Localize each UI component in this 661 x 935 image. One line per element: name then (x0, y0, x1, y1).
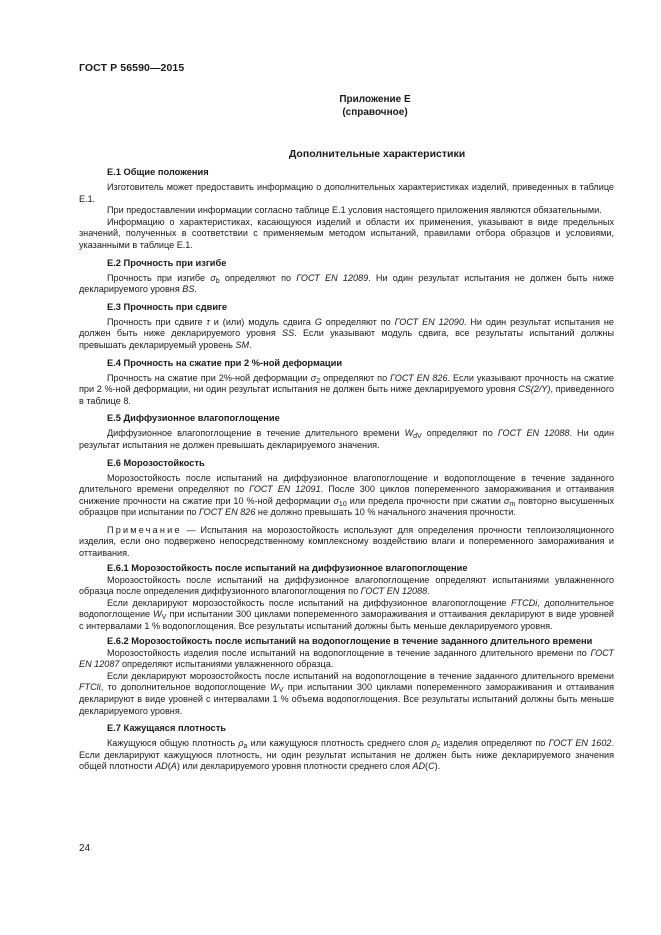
document-id: ГОСТ Р 56590—2015 (79, 62, 185, 74)
standard-reference: ГОСТ EN 826 (390, 372, 448, 383)
paragraph: Морозостойкость изделия после испытаний на водопоглощение в течение заданного длительного времени по ГОСТ EN 12087 определяют испытаниями увлажненного образца. (79, 647, 614, 670)
annex-type: (справочное) (342, 107, 408, 118)
paragraph: Диффузионное влагопоглощение в течение длительного времени $W_{dV}$ определяют по ГОСТ EN 12088. Ни один результат испытания не должен превышать декларируемого значения. (79, 428, 614, 450)
paragraph: При предоставлении информации согласно таблице Е.1 условия настоящего приложения являются обязательными. (107, 205, 602, 216)
note-label: Примечание (107, 524, 182, 535)
section-heading-e7: Е.7 Кажущаяся плотность (107, 723, 226, 734)
section-heading-e4: Е.4 Прочность на сжатие при 2 %-ной деформации (107, 357, 343, 368)
paragraph: Прочность при изгибе $\sigma_b$ определяют по ГОСТ EN 12089. Ни один результат испытания не должен быть ниже декларируемого уровня BS. (79, 272, 614, 295)
paragraph: Морозостойкость после испытаний на диффузионное влагопоглощение и водопоглощение в течение заданного длительного времени определяют по ГОСТ EN 12091. После 300 циклов попеременного замораживания и оттаивания снижение прочности на сжатие при 10 %-ной деформации $\sigma_{10}$ или предела прочности при сжатии $\sigma_m$ повторно высушенных образцов при испытании по ГОСТ EN 826 не должно превышать 10 % начального значения прочности. (79, 472, 614, 518)
section-heading-e6-1: Е.6.1 Морозостойкость после испытаний на диффузионное влагопоглощение (107, 562, 468, 573)
paragraph: Изготовитель может предоставить информацию о дополнительных характеристиках изделий, приведенных в таблице Е.1. (79, 182, 614, 204)
standard-reference: ГОСТ EN 12091 (249, 484, 321, 495)
annex-heading (240, 93, 510, 119)
section-heading-e6: Е.6 Морозостойкость (107, 457, 205, 468)
section-heading-e3: Е.3 Прочность при сдвиге (107, 301, 228, 312)
annex-title: Приложение Е (339, 94, 411, 105)
paragraph: Информацию о характеристиках, касающуюся изделий и области их применения, указывают в виде предельных значений, полученных в соответствии с применяемым методом испытаний, правилами отбора образцов и условиями, указанными в таблице Е.1. (79, 216, 614, 250)
standard-reference: ГОСТ EN 1602 (548, 738, 612, 749)
page-number: 24 (79, 843, 91, 854)
paragraph: Если декларируют морозостойкость после испытаний на водопоглощение в течение заданного длительного времени FTCli, то дополнительное водопоглощение $W_V$ при испытании 300 циклами попеременного замораживания и оттаивания декларируют в виде уровней с интервалами 1 % объема водопоглощения. Все результаты испытаний должны быть меньше декларируемого уровня. (79, 670, 614, 716)
section-heading-e1: Е.1 Общие положения (107, 167, 209, 177)
paragraph: Если декларируют морозостойкость после испытаний на диффузионное влагопоглощение FTCDi, дополнительное водопоглощение $W_V$ при испытании 300 циклами попеременного замораживания и оттаивания декларируют в виде уровней с интервалами 1 % водопоглощения. Все результаты испытаний должны быть меньше декларируемого уровня. (79, 597, 614, 632)
paragraph: Кажущуюся общую плотность $\rho_a$ или кажущуюся плотность среднего слоя $\rho_c$ изделия определяют по ГОСТ EN 1602. Если декларируют кажущуюся плотность, ни один результат испытания не должен быть ниже декларируемого значения общей плотности AD(A) или декларируемого уровня плотности среднего слоя AD(C). (79, 738, 614, 772)
standard-reference: ГОСТ EN 12089 (296, 272, 369, 283)
annex-main-title: Дополнительные характеристики (288, 148, 466, 160)
section-heading-e5: Е.5 Диффузионное влагопоглощение (107, 413, 280, 424)
standard-reference: ГОСТ EN 12090 (394, 316, 464, 327)
standard-reference: ГОСТ EN 12088 (497, 428, 570, 439)
note: Примечание — Испытания на морозостойкость используют для определения прочности теплоизоляционного изделия, если оно подвержено непосредственному комплексному воздействию влаги и попеременного замораживания и оттаивания. (79, 524, 614, 559)
annex-body (79, 166, 614, 773)
section-heading-e2: Е.2 Прочность при изгибе (107, 257, 227, 268)
paragraph: Прочность при сдвиге τ и (или) модуль сдвига G определяют по ГОСТ EN 12090. Ни один результат испытания не должен быть ниже декларируемого уровня SS. Если указывают модуль сдвига, все результаты испытаний должны превышать декларируемый уровень SM. (79, 316, 614, 350)
standard-reference: ГОСТ EN 12088 (360, 586, 428, 597)
standard-reference: ГОСТ EN 12087 (79, 647, 614, 670)
paragraph: Морозостойкость после испытаний на диффузионное влагопоглощение определяют испытаниями увлажненного образца после определения диффузионного влагопоглощения по ГОСТ EN 12088. (79, 574, 614, 597)
section-heading-e6-2: Е.6.2 Морозостойкость после испытаний на водопоглощение в течение заданного длительного времени (107, 635, 593, 646)
standard-reference: ГОСТ EN 826 (198, 507, 256, 518)
paragraph: Прочность на сжатие при 2%-ной деформации $\sigma_2$ определяют по ГОСТ EN 826. Если указывают прочность на сжатие при 2 %-ной деформации, ни один результат испытания не должен быть ниже декларируемого уровня CS(2/Y), приведенного в таблице 8. (79, 372, 615, 406)
